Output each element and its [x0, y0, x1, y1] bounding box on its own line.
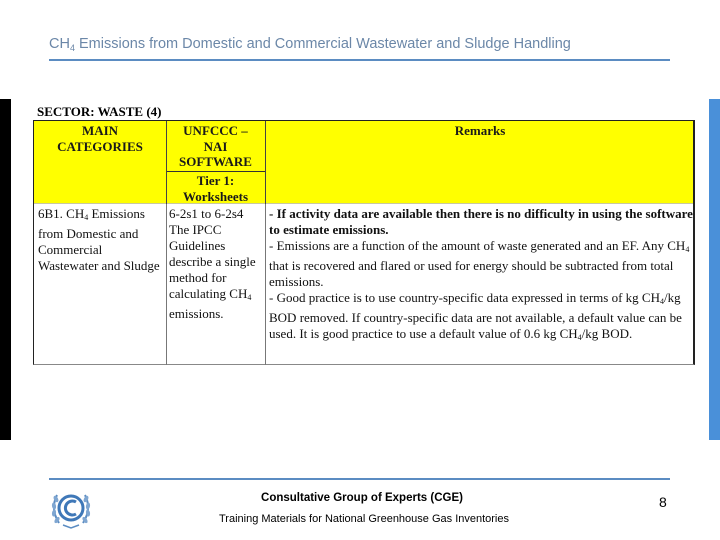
footer-divider: [49, 478, 670, 480]
title-subscript: 4: [69, 43, 75, 53]
waste-sector-table: [33, 120, 695, 365]
subscript: 4: [84, 213, 89, 222]
text: Emissions from Domestic and Commercial Wastewater and Sludge: [38, 206, 160, 273]
header-remarks: Remarks: [454, 123, 506, 138]
text: The IPCC Guidelines describe a single method for calculating CH: [169, 222, 256, 301]
sector-label: SECTOR: WASTE (4): [37, 104, 162, 119]
header-software: [166, 123, 265, 170]
worksheet-range: 6-2s1 to 6-2s4: [169, 206, 244, 221]
column-divider: [265, 121, 266, 204]
column-divider: [265, 204, 266, 365]
remark-bold: [269, 206, 693, 238]
header-line: NAI: [203, 138, 228, 154]
title-divider: [49, 59, 670, 61]
column-divider: [166, 204, 167, 365]
cell-remarks: [269, 206, 693, 346]
subscript: 4: [685, 245, 690, 254]
header-line: MAIN: [81, 123, 119, 138]
remark-2: [269, 238, 693, 290]
header-line: Tier 1:: [196, 173, 235, 188]
text: - Emissions are a function of the amount of waste generated and an EF. Any CH: [269, 238, 686, 253]
header-line: SOFTWARE: [179, 154, 252, 169]
header-line: Worksheets: [183, 188, 248, 204]
text: /kg BOD removed. If country-specific data are not available, a default value can be used. It is good practice to use a default value of 0.6 kg CH: [269, 290, 682, 341]
left-edge-bar: [0, 99, 11, 440]
remark-3: [269, 290, 693, 346]
slide-title: [49, 36, 571, 53]
text: emissions.: [169, 306, 224, 321]
header-line: UNFCCC –: [183, 123, 248, 138]
text: that is recovered and flared or used for energy should be subtracted from total emissions.: [269, 258, 674, 289]
subscript: 4: [247, 293, 252, 302]
header-line: CATEGORIES: [57, 138, 143, 154]
column-divider: [166, 121, 167, 204]
table-header: [34, 121, 693, 204]
cell-software: [169, 206, 264, 322]
subscript: 4: [659, 297, 664, 306]
title-prefix: CH: [49, 36, 70, 52]
subscript: 4: [577, 333, 582, 342]
title-rest: Emissions from Domestic and Commercial Wastewater and Sludge Handling: [74, 36, 571, 52]
right-edge-bar: [709, 99, 720, 440]
text: - Good practice is to use country-specific data expressed in terms of kg CH: [269, 290, 660, 305]
header-tier-worksheets: [166, 171, 265, 204]
org-name: Consultative Group of Experts (CGE): [261, 492, 463, 504]
cell-category: [38, 206, 164, 274]
footer-organization: [0, 492, 720, 504]
header-main-categories: [34, 123, 166, 154]
text: /kg BOD.: [581, 326, 633, 341]
text: 6B1. CH: [38, 206, 85, 221]
bold-text: - If activity data are available then there is no difficulty in using the software to estimate emissions.: [269, 206, 693, 237]
page-number: 8: [659, 494, 667, 510]
footer-subtitle: Training Materials for National Greenhouse Gas Inventories: [218, 513, 509, 525]
